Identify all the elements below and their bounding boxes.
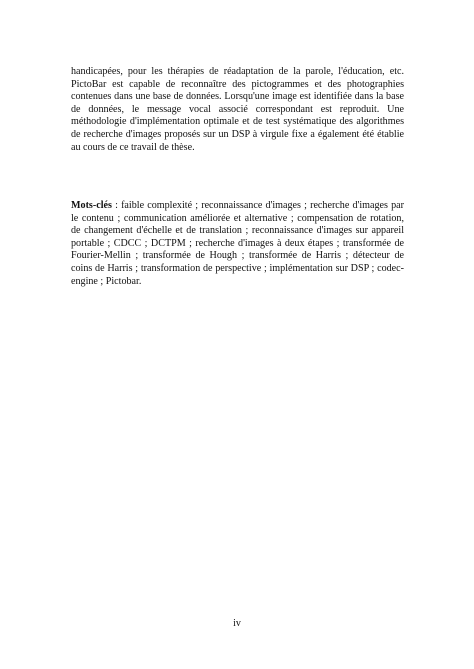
keywords-paragraph [71,200,404,288]
page-number: iv [233,618,241,629]
keywords-list: : faible complexité ; reconnaissance d'images ; recherche d'images par le contenu ; communication améliorée et alternative ; compensation de rotation, de changement d'échelle et de translation ; reconnaissance d'images sur appareil portable ; CDCC ; DCTPM ; recherche d'images à deux étapes ; transformée de Fourier-Mellin ; transformée de Hough ; transformée de Harris ; détecteur de coins de Harris ; transformation de perspective ; implémentation sur DSP ; codec-engine ; Pictobar. [71,200,404,287]
keywords-label: Mots-clés [71,200,112,212]
abstract-continuation-paragraph: handicapées, pour les thérapies de réadaptation de la parole, l'éducation, etc. PictoBar est capable de reconnaître des pictogrammes et des photographies contenues dans une base de données. Lorsqu'une image est identifiée dans la base de données, le message vocal associé correspondant est reproduit. Une méthodologie d'implémentation optimale et de test systématique des algorithmes de recherche d'images proposés sur un DSP à virgule fixe a également été établie au cours de ce travail de thèse. [71,66,404,153]
